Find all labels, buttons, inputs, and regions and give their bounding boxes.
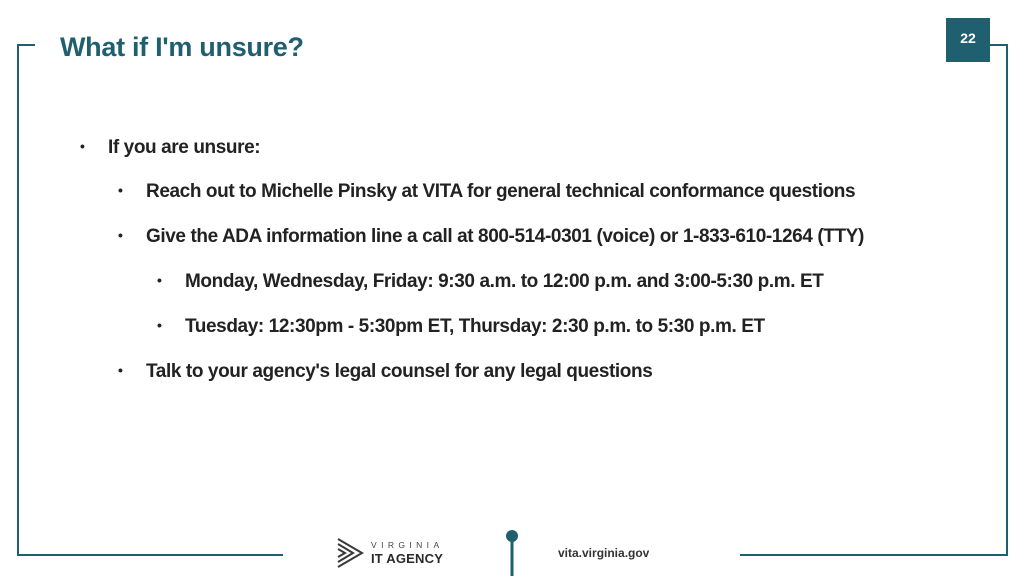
logo-virginia-text: VIRGINIA — [371, 540, 444, 550]
bullet-marker: • — [80, 138, 85, 154]
location-pin-icon — [504, 528, 520, 576]
bullet-hours-mwf — [157, 271, 824, 293]
bullet-hours-tth — [157, 316, 765, 338]
frame-top-left-line — [17, 44, 35, 46]
bullet-intro — [80, 137, 260, 159]
frame-right-line — [1006, 44, 1008, 556]
bullet-marker: • — [118, 362, 123, 378]
bullet-hours-tth-text: Tuesday: 12:30pm - 5:30pm ET, Thursday: 2:30 p.m. to 5:30 p.m. ET — [185, 316, 765, 337]
bullet-hours-mwf-text: Monday, Wednesday, Friday: 9:30 a.m. to 12:00 p.m. and 3:00-5:30 p.m. ET — [185, 271, 824, 292]
frame-bottom-right-line — [740, 554, 1008, 556]
bullet-marker: • — [157, 272, 162, 288]
bullet-legal-counsel-text: Talk to your agency's legal counsel for any legal questions — [146, 361, 653, 382]
virginia-it-agency-logo — [336, 536, 456, 570]
bullet-ada-line-text: Give the ADA information line a call at 800-514-0301 (voice) or 1-833-610-1264 (TTY) — [146, 226, 864, 247]
bullet-marker: • — [118, 227, 123, 243]
chevron-stripes-icon — [336, 536, 366, 570]
bullet-legal-counsel — [118, 361, 652, 383]
bullet-marker: • — [157, 317, 162, 333]
bullet-intro-text: If you are unsure: — [108, 137, 261, 158]
frame-left-line — [17, 44, 19, 556]
bullet-contact-vita-text: Reach out to Michelle Pinsky at VITA for general technical conformance questions — [146, 181, 856, 202]
website-url[interactable]: vita.virginia.gov — [558, 546, 650, 560]
logo-agency-text: IT AGENCY — [371, 551, 444, 566]
bullet-marker: • — [118, 182, 123, 198]
bullet-ada-line — [118, 226, 864, 248]
frame-bottom-left-line — [17, 554, 283, 556]
slide-title: What if I'm unsure? — [60, 32, 304, 62]
page-number-badge: 22 — [946, 18, 990, 62]
bullet-contact-vita — [118, 181, 855, 203]
